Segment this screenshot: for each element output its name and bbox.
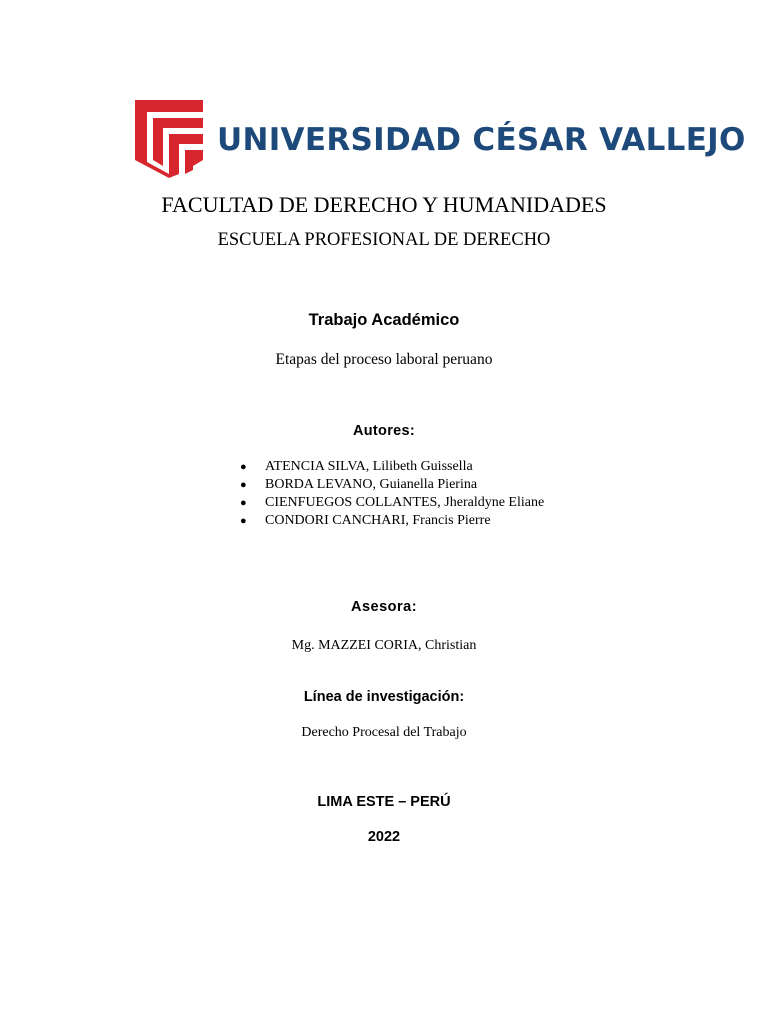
research-line-value: Derecho Procesal del Trabajo bbox=[301, 725, 467, 740]
school-title: ESCUELA PROFESIONAL DE DERECHO bbox=[217, 230, 551, 250]
author-name: CIENFUEGOS COLLANTES, Jheraldyne Eliane bbox=[265, 495, 545, 510]
university-name: UNIVERSIDAD CÉSAR VALLEJO bbox=[217, 122, 746, 158]
place: LIMA ESTE – PERÚ bbox=[317, 794, 451, 810]
research-line-heading: Línea de investigación: bbox=[303, 689, 465, 705]
list-item bbox=[240, 512, 544, 530]
work-type: Trabajo Académico bbox=[308, 311, 460, 329]
list-item bbox=[240, 494, 544, 512]
list-item bbox=[240, 476, 544, 494]
year: 2022 bbox=[367, 829, 401, 845]
bullet-icon: ● bbox=[240, 461, 247, 473]
list-item bbox=[240, 458, 544, 476]
work-title: Etapas del proceso laboral peruano bbox=[275, 351, 493, 368]
bullet-icon: ● bbox=[240, 479, 247, 491]
university-emblem-icon bbox=[135, 100, 203, 178]
authors-list bbox=[240, 458, 544, 530]
bullet-icon: ● bbox=[240, 515, 247, 527]
university-logo bbox=[135, 100, 746, 180]
author-name: BORDA LEVANO, Guianella Pierina bbox=[265, 477, 478, 492]
author-name: ATENCIA SILVA, Lilibeth Guissella bbox=[265, 459, 473, 474]
advisor-heading: Asesora: bbox=[350, 599, 418, 615]
advisor-name: Mg. MAZZEI CORIA, Christian bbox=[291, 638, 477, 653]
bullet-icon: ● bbox=[240, 497, 247, 509]
faculty-title: FACULTAD DE DERECHO Y HUMANIDADES bbox=[161, 192, 607, 217]
author-name: CONDORI CANCHARI, Francis Pierre bbox=[265, 513, 491, 528]
authors-heading: Autores: bbox=[352, 423, 415, 439]
